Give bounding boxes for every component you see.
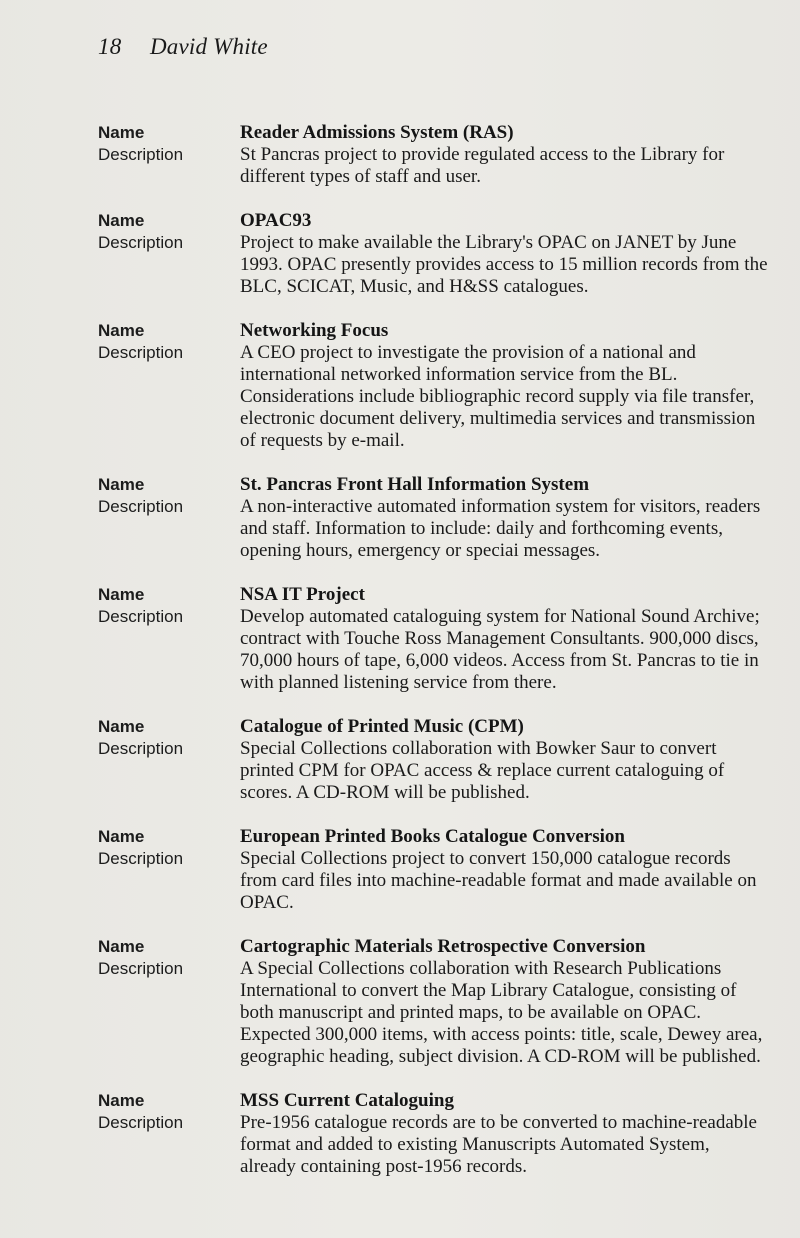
name-label: Name: [98, 827, 145, 846]
project-description: Develop automated cataloguing system for National Sound Archive; contract with Touche Ross Management Consultants. 900,000 discs, 70,000 hours of tape, 6,000 videos. Access from St. Pancras to tie in with planned listening service from there.: [240, 606, 760, 693]
project-name: Catalogue of Printed Music (CPM): [240, 716, 524, 737]
description-label: Description: [98, 739, 184, 758]
project-name: OPAC93: [240, 210, 312, 231]
project-description: Pre-1956 catalogue records are to be converted to machine-readable format and added to existing Manuscripts Automated System, already containing post-1956 records.: [240, 1112, 757, 1177]
name-label: Name: [98, 1091, 145, 1110]
name-label: Name: [98, 585, 145, 604]
project-entry: [98, 826, 768, 914]
project-entry: [98, 1090, 768, 1178]
description-label: Description: [98, 849, 184, 868]
name-label: Name: [98, 717, 145, 736]
name-label: Name: [98, 211, 145, 230]
description-label: Description: [98, 1113, 184, 1132]
running-head: [98, 34, 268, 60]
name-label: Name: [98, 123, 145, 142]
project-entry: [98, 474, 768, 562]
name-label: Name: [98, 475, 145, 494]
project-list: [98, 122, 768, 1178]
project-entry: [98, 716, 768, 804]
project-description: Special Collections collaboration with Bowker Saur to convert printed CPM for OPAC access & replace current cataloguing of scores. A CD-ROM will be published.: [240, 738, 725, 803]
project-name: St. Pancras Front Hall Information System: [240, 474, 590, 495]
project-description: A CEO project to investigate the provision of a national and international networked information service from the BL. Considerations include bibliographic record supply via file transfer, electronic document delivery, multimedia services and transmission of requests by e-mail.: [240, 342, 756, 451]
author-name: David White: [150, 34, 268, 59]
project-name: Reader Admissions System (RAS): [240, 122, 514, 143]
description-label: Description: [98, 343, 184, 362]
project-description: A Special Collections collaboration with Research Publications International to convert the Map Library Catalogue, consisting of both manuscript and printed maps, to be available on OPAC. Expected 300,000 items, with access points: title, scale, Dewey area, geographic heading, subject division. A CD-ROM will be published.: [240, 958, 763, 1067]
project-description: A non-interactive automated information system for visitors, readers and staff. Information to include: daily and forthcoming events, opening hours, emergency or speciai messages.: [240, 496, 761, 561]
project-name: European Printed Books Catalogue Conversion: [240, 826, 625, 847]
project-description: St Pancras project to provide regulated access to the Library for different types of staff and user.: [240, 144, 725, 187]
description-label: Description: [98, 233, 184, 252]
page-number: 18: [98, 34, 122, 59]
project-entry: [98, 320, 768, 452]
project-name: Cartographic Materials Retrospective Conversion: [240, 936, 646, 957]
project-entry: [98, 936, 768, 1068]
description-label: Description: [98, 497, 184, 516]
description-label: Description: [98, 145, 184, 164]
project-description: Special Collections project to convert 150,000 catalogue records from card files into machine-readable format and made available on OPAC.: [240, 848, 757, 913]
project-name: NSA IT Project: [240, 584, 365, 605]
name-label: Name: [98, 321, 145, 340]
project-name: Networking Focus: [240, 320, 389, 341]
project-entry: [98, 584, 768, 694]
description-label: Description: [98, 607, 184, 626]
project-name: MSS Current Cataloguing: [240, 1090, 454, 1111]
project-description: Project to make available the Library's OPAC on JANET by June 1993. OPAC presently provides access to 15 million records from the BLC, SCICAT, Music, and H&SS catalogues.: [240, 232, 768, 297]
description-label: Description: [98, 959, 184, 978]
project-entry: [98, 210, 768, 298]
name-label: Name: [98, 937, 145, 956]
project-entry: [98, 122, 768, 188]
